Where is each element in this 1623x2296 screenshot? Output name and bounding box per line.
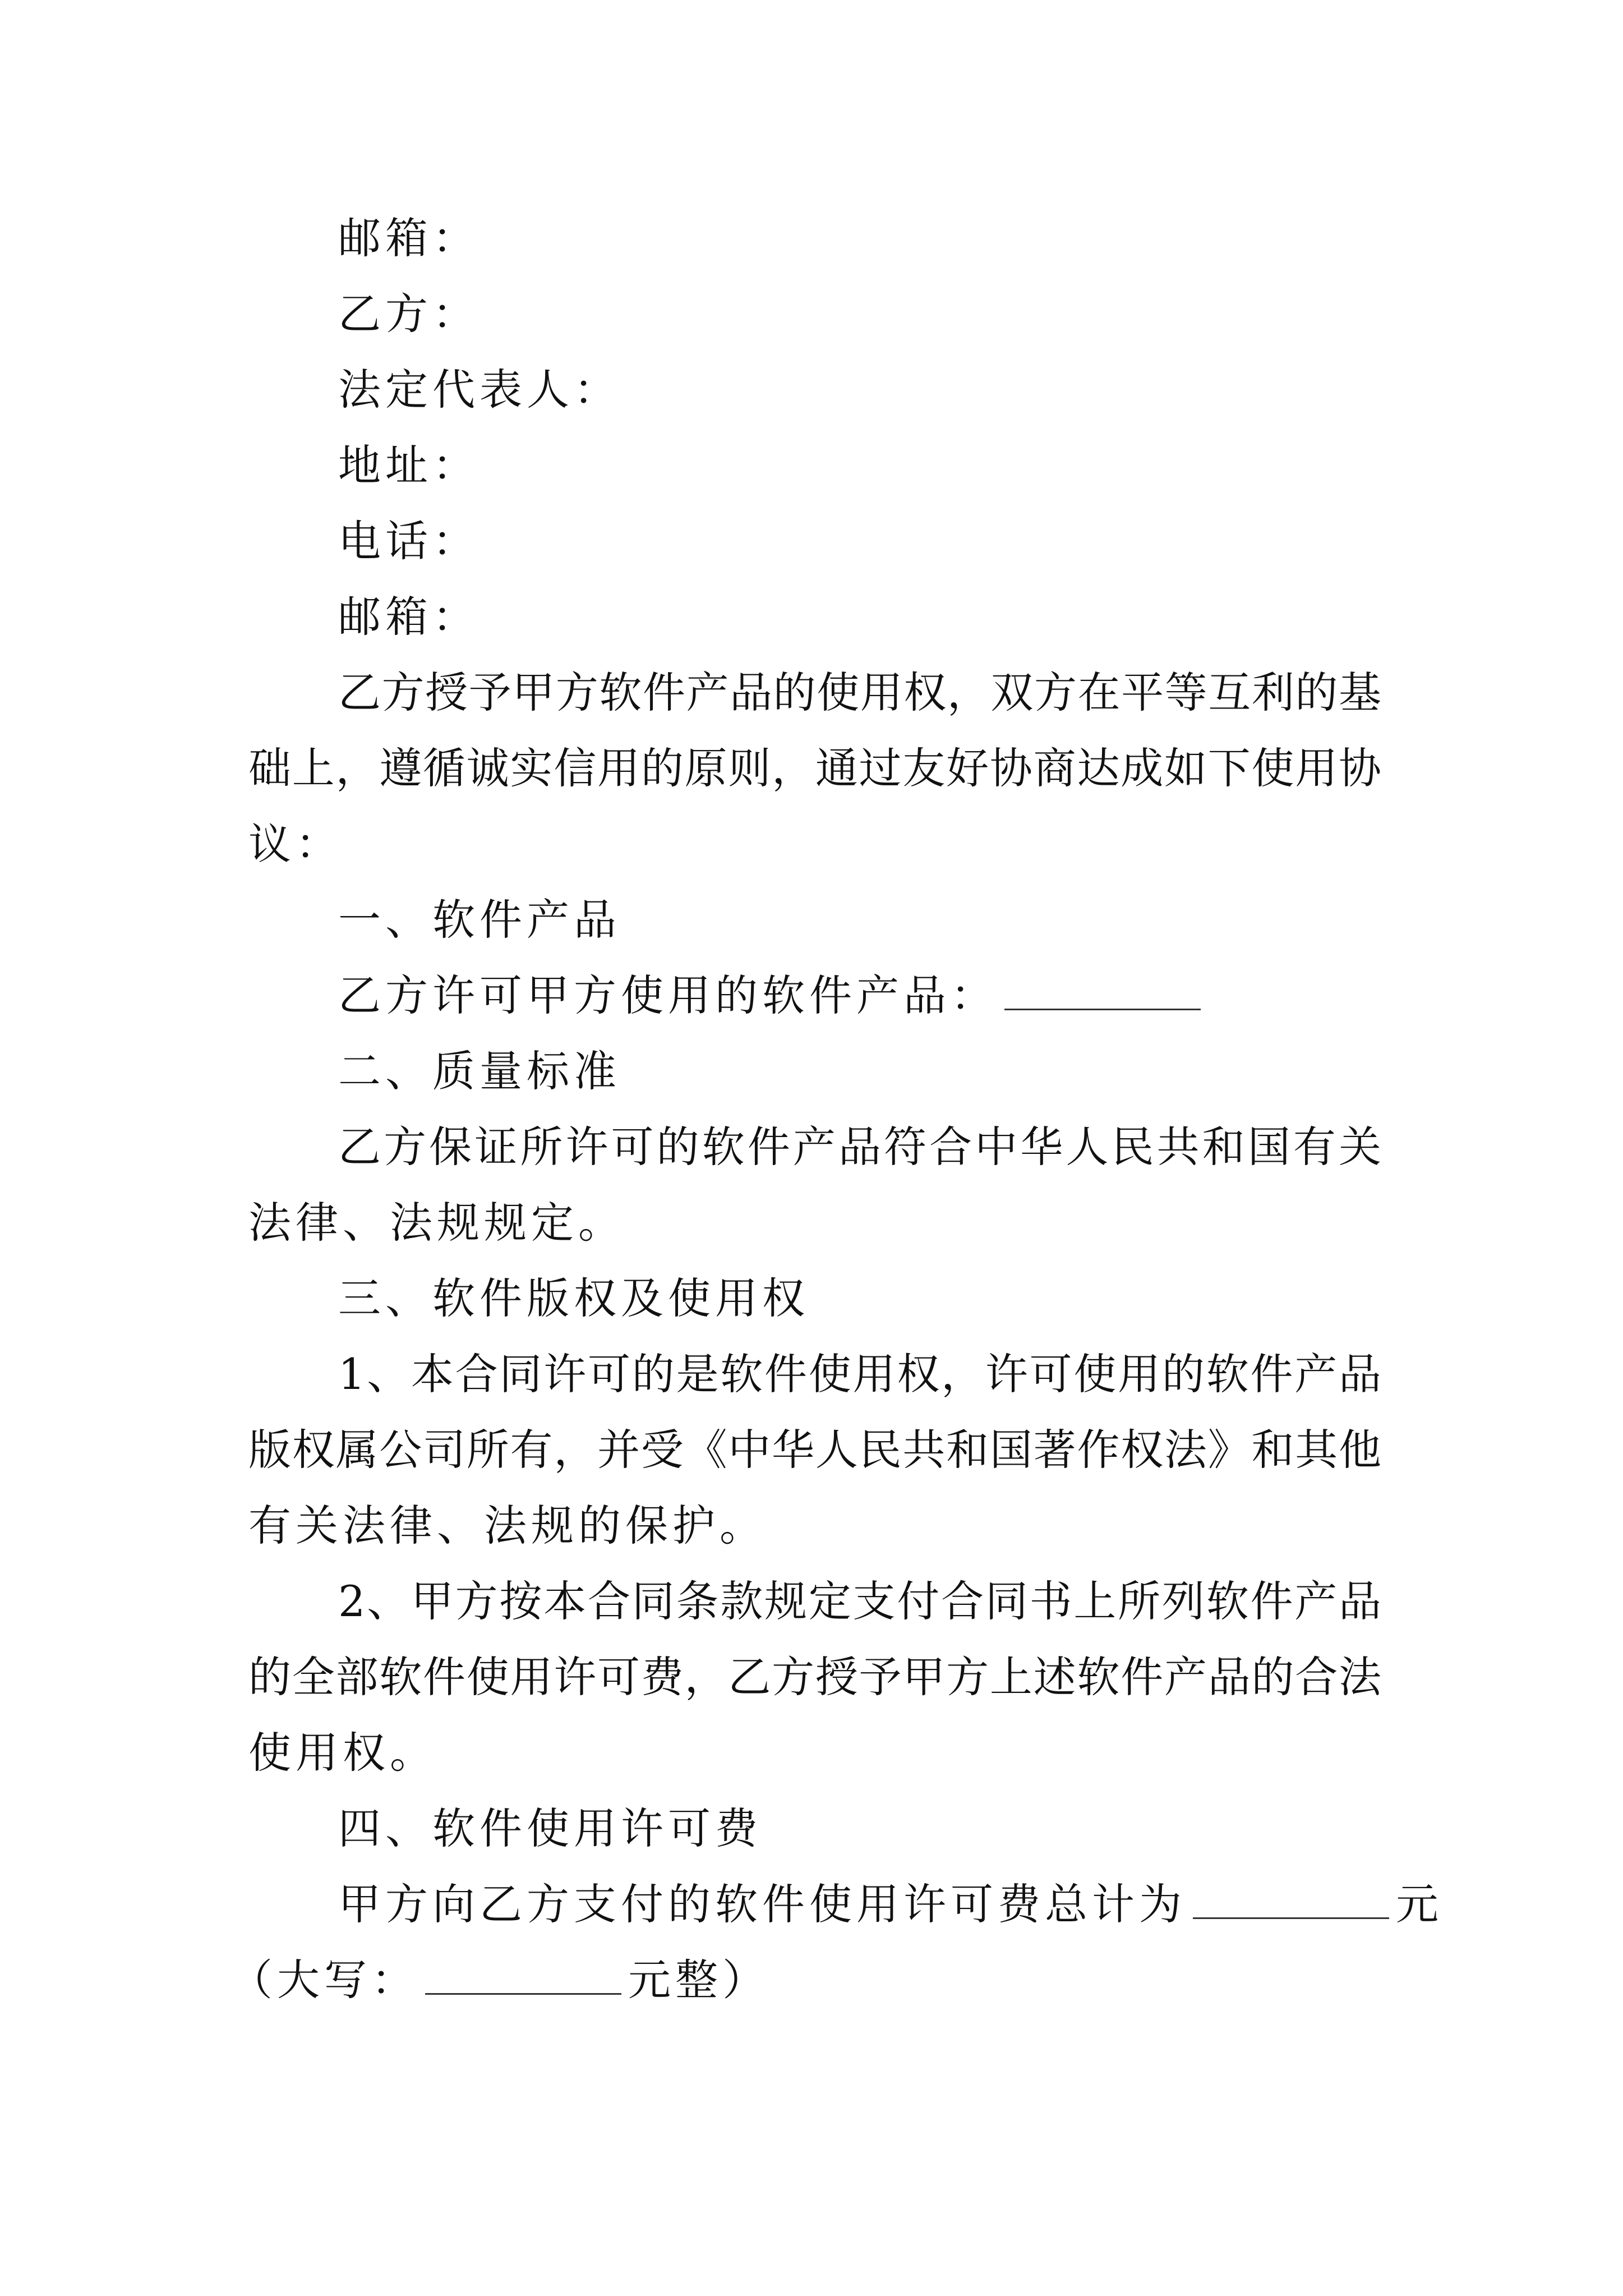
license-fee-row bbox=[338, 1876, 1443, 1932]
address-label: 地址： bbox=[338, 440, 479, 490]
phone-label: 电话： bbox=[338, 516, 479, 566]
section-2-heading: 二、质量标准 bbox=[338, 1046, 621, 1096]
section-3-item-1-line-2: 版权属公司所有，并受《中华人民共和国著作权法》和其他 bbox=[248, 1425, 1381, 1475]
section-1-product-row bbox=[338, 968, 1207, 1024]
section-3-item-2-line-1: 2、甲方按本合同条款规定支付合同书上所列软件产品 bbox=[338, 1576, 1381, 1626]
section-3-item-1-line-1: 1、本合同许可的是软件使用权，许可使用的软件产品 bbox=[338, 1349, 1381, 1399]
section-4-heading: 四、软件使用许可费 bbox=[338, 1803, 762, 1853]
license-fee-uppercase-row bbox=[230, 1952, 769, 2008]
license-fee-text: 甲方向乙方支付的软件使用许可费总计为 bbox=[338, 1879, 1186, 1929]
section-3-item-2-line-2: 的全部软件使用许可费，乙方授予甲方上述软件产品的合法 bbox=[248, 1652, 1381, 1702]
party-b-label: 乙方： bbox=[338, 289, 479, 339]
section-3-heading: 三、软件版权及使用权 bbox=[338, 1273, 809, 1323]
intro-line-1: 乙方授予甲方软件产品的使用权，双方在平等互利的基 bbox=[338, 668, 1381, 717]
license-fee-uppercase-suffix: 元整） bbox=[628, 1955, 769, 2005]
license-fee-amount-blank[interactable] bbox=[1193, 1879, 1389, 1919]
contact-email-label: 邮箱： bbox=[338, 213, 479, 263]
software-product-blank[interactable] bbox=[1004, 970, 1201, 1010]
license-fee-unit: 元 bbox=[1396, 1879, 1443, 1929]
legal-representative-label: 法定代表人： bbox=[338, 365, 621, 415]
section-3-item-2-line-3: 使用权。 bbox=[248, 1728, 437, 1778]
intro-line-3: 议： bbox=[248, 819, 343, 869]
license-fee-uppercase-blank[interactable] bbox=[425, 1954, 621, 1995]
section-2-line-1: 乙方保证所许可的软件产品符合中华人民共和国有关 bbox=[338, 1122, 1381, 1172]
party-b-email-label: 邮箱： bbox=[338, 592, 479, 642]
license-fee-uppercase-prefix: （大写： bbox=[230, 1955, 418, 2005]
section-2-line-2: 法律、法规规定。 bbox=[248, 1198, 625, 1248]
intro-line-2: 础上，遵循诚实信用的原则，通过友好协商达成如下使用协 bbox=[248, 743, 1381, 793]
section-3-item-1-line-3: 有关法律、法规的保护。 bbox=[248, 1501, 767, 1550]
section-1-heading: 一、软件产品 bbox=[338, 895, 621, 945]
section-1-product-text: 乙方许可甲方使用的软件产品： bbox=[338, 970, 998, 1020]
